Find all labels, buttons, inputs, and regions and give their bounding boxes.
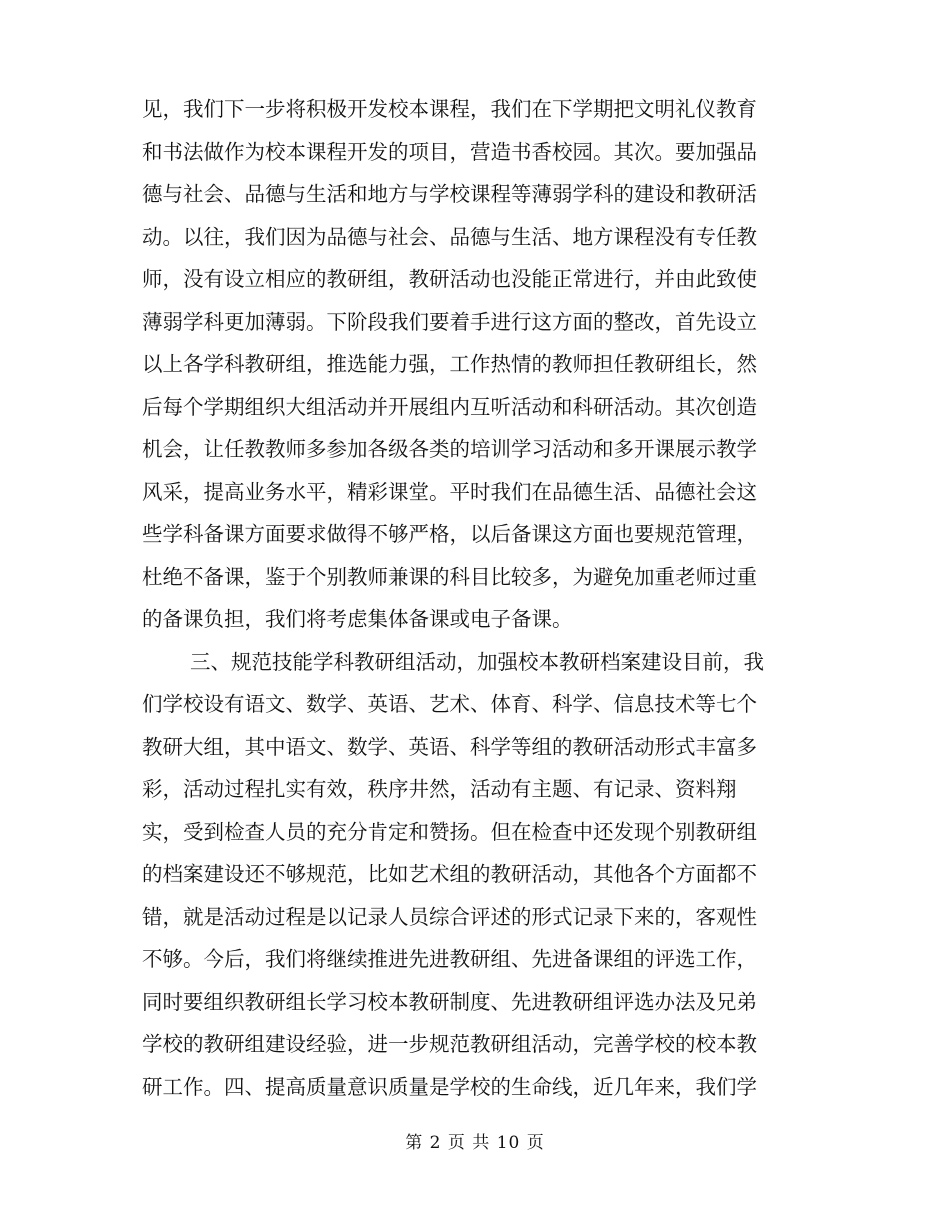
text-line: 风采，提高业务水平，精彩课堂。平时我们在品德生活、品德社会这	[142, 479, 757, 504]
text-line: 后每个学期组织大组活动并开展组内互听活动和科研活动。其次创造	[142, 394, 757, 419]
page-number-footer: 第 2 页 共 10 页	[405, 1133, 545, 1153]
text-line: 的备课负担，我们将考虑集体备课或电子备课。	[142, 607, 573, 631]
text-line: 教研大组，其中语文、数学、英语、科学等组的教研活动形式丰富多	[142, 734, 757, 759]
text-line: 不够。今后，我们将继续推进先进教研组、先进备课组的评选工作，	[142, 947, 757, 971]
text-line: 的档案建设还不够规范，比如艺术组的教研活动，其他各个方面都不	[142, 862, 757, 886]
text-line: 师，没有设立相应的教研组，教研活动也没能正常进行，并由此致使	[142, 267, 757, 291]
text-line: 彩，活动过程扎实有效，秩序井然，活动有主题、有记录、资料翔	[142, 777, 737, 801]
text-line: 德与社会、品德与生活和地方与学校课程等薄弱学科的建设和教研活	[142, 182, 757, 206]
body-text	[142, 88, 812, 1108]
text-line: 同时要组织教研组长学习校本教研制度、先进教研组评选办法及兄弟	[142, 989, 757, 1014]
text-line: 实，受到检查人员的充分肯定和赞扬。但在检查中还发现个别教研组	[142, 819, 757, 844]
text-line: 学校的教研组建设经验，进一步规范教研组活动，完善学校的校本教	[142, 1032, 757, 1056]
text-line: 杜绝不备课，鉴于个别教师兼课的科目比较多，为避免加重老师过重	[142, 564, 757, 589]
text-line: 机会，让任教教师多参加各级各类的培训学习活动和多开课展示教学	[142, 437, 757, 461]
text-line: 和书法做作为校本课程开发的项目，营造书香校园。其次。要加强品	[142, 139, 757, 164]
text-line: 研工作。四、提高质量意识质量是学校的生命线，近几年来，我们学	[142, 1074, 757, 1099]
text-line: 错，就是活动过程是以记录人员综合评述的形式记录下来的，客观性	[142, 904, 757, 929]
text-line: 动。以往，我们因为品德与社会、品德与生活、地方课程没有专任教	[142, 224, 757, 249]
text-line: 以上各学科教研组，推选能力强，工作热情的教师担任教研组长，然	[142, 352, 757, 376]
text-line: 些学科备课方面要求做得不够严格，以后备课这方面也要规范管理，	[142, 522, 757, 546]
text-line: 见，我们下一步将积极开发校本课程，我们在下学期把文明礼仪教育	[142, 97, 757, 121]
section-heading-line: 三、规范技能学科教研组活动，加强校本教研档案建设目前，我	[190, 649, 764, 674]
text-line: 们学校设有语文、数学、英语、艺术、体育、科学、信息技术等七个	[142, 692, 757, 716]
text-line: 薄弱学科更加薄弱。下阶段我们要着手进行这方面的整改，首先设立	[142, 309, 757, 334]
